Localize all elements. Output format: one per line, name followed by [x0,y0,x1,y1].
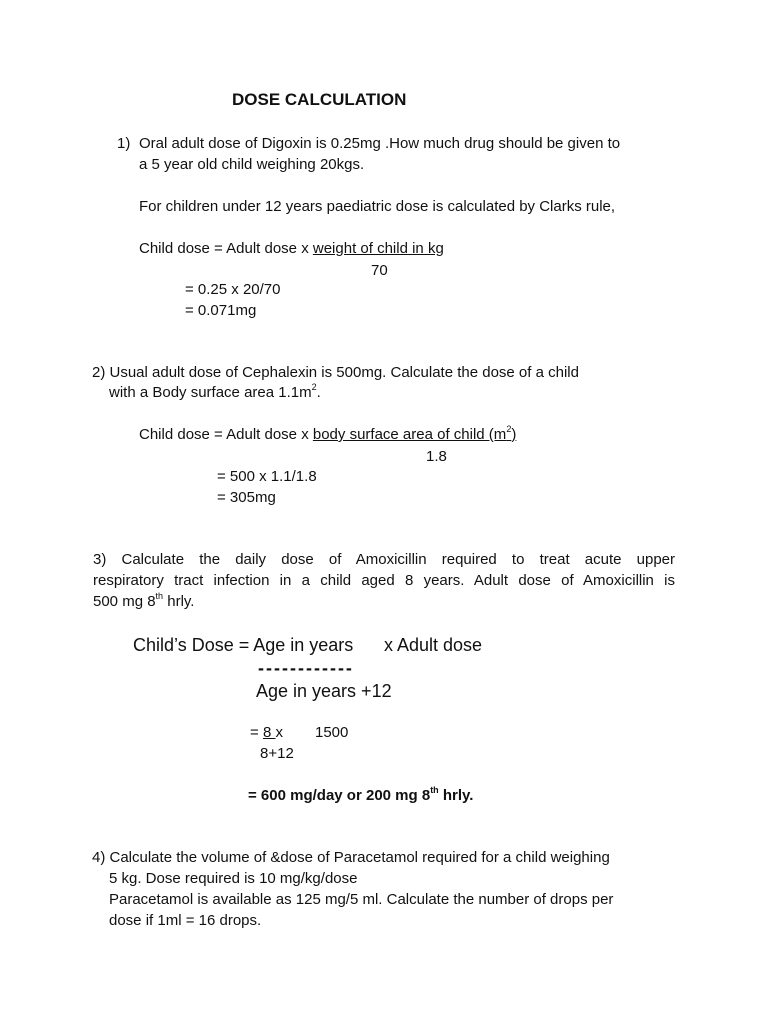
q2-step-1: = 500 x 1.1/1.8 [217,468,317,485]
q2-line-1: 2) Usual adult dose of Cephalexin is 500mg. Calculate the dose of a child [92,364,579,381]
q3-formula-right: x Adult dose [384,635,483,655]
q3-line-1: 3) Calculate the daily dose of Amoxicillin required to treat acute upper [93,551,675,568]
q1-step-2: = 0.071mg [185,302,257,319]
q4-line-1: 4) Calculate the volume of &dose of Paracetamol required for a child weighing [92,849,610,866]
q2-formula-denominator: 1.8 [426,448,447,465]
q4-line-4: dose if 1ml = 16 drops. [109,912,262,929]
q1-rule: For children under 12 years paediatric dose is calculated by Clarks rule, [139,198,616,215]
q2-line-2-text: with a Body surface area 1.1m [109,384,312,401]
q1-formula-denominator: 70 [371,262,388,279]
q2-line-2 [109,383,321,403]
q2-formula-numerator [313,426,516,443]
q3-formula-denominator: Age in years +12 [256,681,392,701]
q3-line-3-end: hrly. [163,593,195,610]
q3-step-denominator: 8+12 [260,745,294,762]
q2-step-2: = 305mg [217,489,276,506]
q3-line-3-superscript: th [155,591,164,601]
q1-line-2: a 5 year old child weighing 20kgs. [139,156,365,173]
q1-formula-prefix: Child dose = Adult dose x [139,240,313,257]
q3-step-x: x [275,724,283,741]
q3-result-text: = 600 mg/day or 200 mg 8 [248,787,431,804]
q2-formula-numerator-superscript: 2 [506,424,512,434]
q3-step-numerator [250,723,283,743]
q4-line-2: 5 kg. Dose required is 10 mg/kg/dose [109,870,358,887]
q2-formula-numerator-end: ) [511,426,517,443]
q3-result [248,786,473,806]
q3-line-2: respiratory tract infection in a child aged 8 years. Adult dose of Amoxicillin is [93,572,675,589]
q2-formula-prefix: Child dose = Adult dose x [139,426,313,443]
q1-formula [139,239,444,259]
q4-line-3: Paracetamol is available as 125 mg/5 ml. Calculate the number of drops per [109,891,614,908]
q2-formula [139,425,516,445]
q2-line-2-end: . [316,384,321,401]
q3-line-3 [93,592,194,612]
q2-line-2-superscript: 2 [311,382,317,392]
q3-step-eq: = [250,724,263,741]
q3-result-end: hrly. [438,787,474,804]
q2-formula-numerator-text: body surface area of child (m [312,426,507,443]
q1-number: 1) [117,135,131,152]
q3-line-3-text: 500 mg 8 [93,593,156,610]
q1-step-1: = 0.25 x 20/70 [185,281,281,298]
q1-formula-numerator: weight of child in kg [312,240,444,257]
q3-step-value: 1500 [315,724,349,741]
q3-formula-left: Child’s Dose = Age in years [133,635,354,655]
q3-formula-divider: ------------ [258,658,354,678]
q1-line-1: Oral adult dose of Digoxin is 0.25mg .How much drug should be given to [139,135,621,152]
q3-step-num: 8 [262,724,276,741]
page-title: DOSE CALCULATION [232,90,407,109]
q3-result-superscript: th [430,785,439,795]
